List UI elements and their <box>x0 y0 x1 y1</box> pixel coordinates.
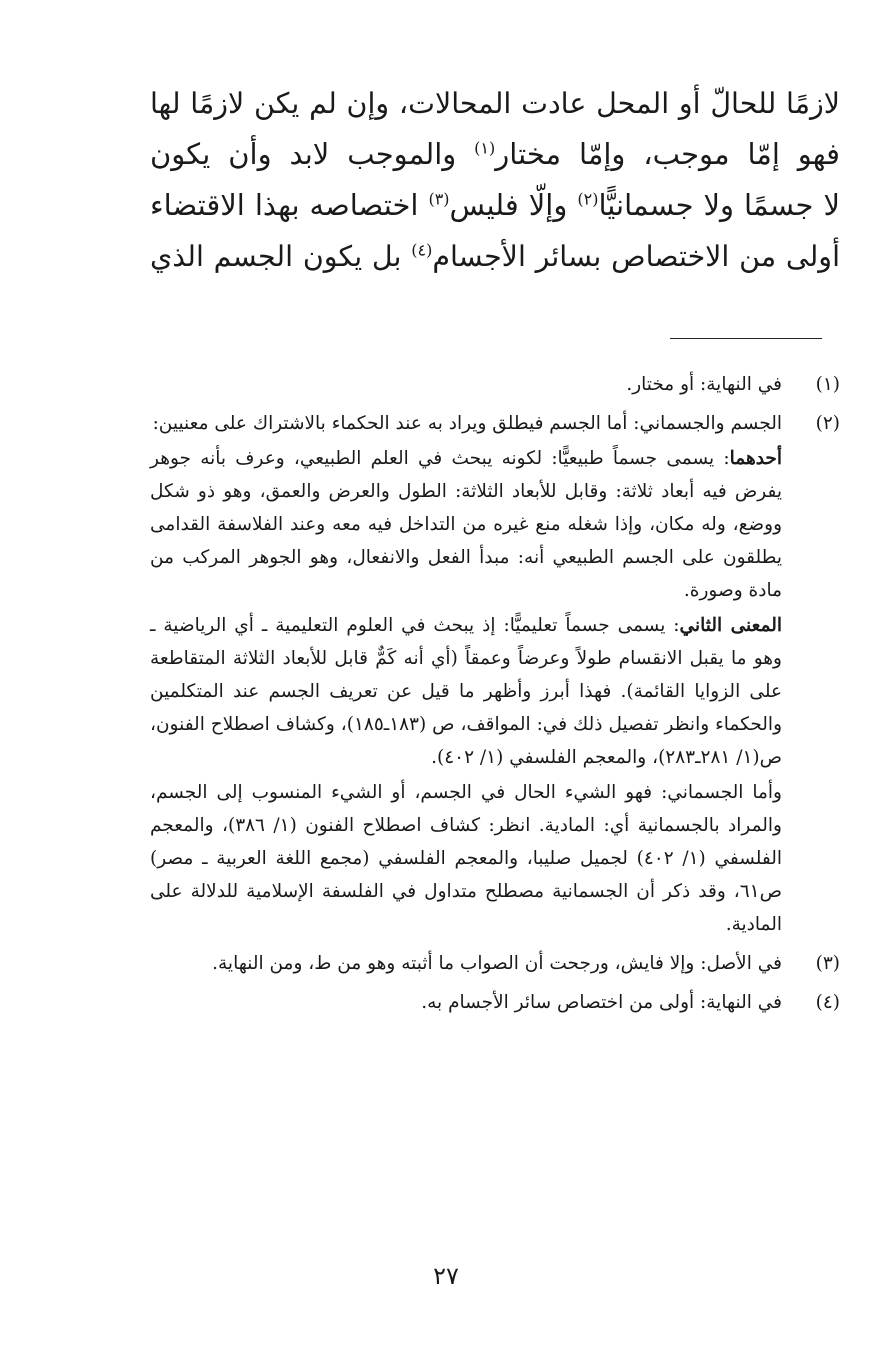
main-text-block <box>150 78 840 282</box>
main-text-segment: لازمًا للحالّ أو المحل عادت المحالات، وإن لم يكن لازمًا لها <box>150 87 840 120</box>
footnote-paragraph <box>150 407 782 440</box>
main-text-segment: لا جسمًا ولا جسمانيًّا <box>598 188 840 222</box>
footnote-term: المعنى الثاني <box>679 615 783 636</box>
footnote-paragraph <box>150 368 782 401</box>
footnote-paragraph <box>150 947 782 980</box>
main-text-segment: بل يكون الجسم الذي <box>150 240 412 273</box>
main-text-segment: فهو إمّا موجب، وإمّا مختار <box>495 137 840 171</box>
footnote-paragraph <box>150 442 782 607</box>
footnote-number: (٢) <box>815 413 840 434</box>
footnote-reference[interactable]: (٢) <box>577 189 599 209</box>
main-text-line <box>150 129 840 180</box>
footnote-paragraph <box>150 986 782 1019</box>
footnote-text: الجسم والجسماني: أما الجسم فيطلق ويراد به عند الحكماء بالاشتراك على معنيين: <box>152 413 782 434</box>
footnote-2 <box>150 407 840 941</box>
footnote-separator <box>670 338 822 339</box>
footnote-1 <box>150 368 840 401</box>
footnote-number: (٤) <box>815 992 840 1013</box>
main-text-line <box>150 231 840 282</box>
footnote-text: في النهاية: أو مختار. <box>626 374 782 395</box>
footnote-reference[interactable]: (١) <box>474 138 496 158</box>
footnote-text: في النهاية: أولى من اختصاص سائر الأجسام به. <box>421 992 782 1013</box>
page-number: ٢٧ <box>433 1262 459 1290</box>
footnote-number: (١) <box>815 374 840 395</box>
footnote-number: (٣) <box>815 953 840 974</box>
footnote-text: : يسمى جسماً تعليميًّا: إذ يبحث في العلوم التعليمية ـ أي الرياضية ـ وهو ما يقبل الانقسام طولاً وعرضاً وعمقاً (أي أنه كَمٌّ قابل للأبعاد الثلاثة المتقاطعة على الزوايا القائمة). فهذا أبرز وأظهر ما قيل عن تعريف الجسم عند المتكلمين والحكماء وانظر تفصيل ذلك في: المواقف، ص (١٨٣ـ١٨٥)، وكشاف اصطلاح الفنون، ص(١/ ٢٨١ـ٢٨٣)، والمعجم الفلسفي (١/ ٤٠٢). <box>150 615 782 768</box>
footnote-reference[interactable]: (٤) <box>411 240 433 260</box>
main-text-line <box>150 78 840 129</box>
footnote-paragraph <box>150 609 782 774</box>
main-text-segment: أولى من الاختصاص بسائر الأجسام <box>432 240 840 273</box>
footnote-text: : يسمى جسماً طبيعيًّا: لكونه يبحث في العلم الطبيعي، وعرف بأنه جوهر يفرض فيه أبعاد ثلاثة: وقابل للأبعاد الثلاثة: الطول والعرض والعمق، وهو ذو شكل ووضع، وله مكان، وإذا شغله منع غيره من التداخل فيه معه وعند الفلاسفة القدامى يطلقون على الجسم الطبيعي أنه: مبدأ الفعل والانفعال، وهو الجوهر المركب من مادة وصورة. <box>150 448 782 601</box>
footnote-term: أحدهما <box>729 448 782 469</box>
footnote-3 <box>150 947 840 980</box>
main-text-line <box>150 180 840 231</box>
footnote-reference[interactable]: (٣) <box>428 189 450 209</box>
footnote-text: وأما الجسماني: فهو الشيء الحال في الجسم، أو الشيء المنسوب إلى الجسم، والمراد بالجسمانية أي: المادية. انظر: كشاف اصطلاح الفنون (١/ ٣٨٦)، والمعجم الفلسفي (١/ ٤٠٢) لجميل صليبا، والمعجم الفلسفي (مجمع اللغة العربية ـ مصر) ص٦١، وقد ذكر أن الجسمانية مصطلح متداول في الفلسفة الإسلامية للدلالة على المادية. <box>150 782 782 935</box>
footnote-paragraph <box>150 776 782 941</box>
main-text-segment: وإلّا فليس <box>449 188 578 222</box>
main-text-segment: اختصاصه بهذا الاقتضاء <box>150 188 429 222</box>
main-text-segment: والموجب لابد وأن يكون <box>150 137 475 171</box>
footnote-4 <box>150 986 840 1019</box>
footnote-text: في الأصل: وإلا فايش، ورجحت أن الصواب ما أثبته وهو من ط، ومن النهاية. <box>212 953 782 974</box>
footnotes-section <box>150 368 840 1019</box>
